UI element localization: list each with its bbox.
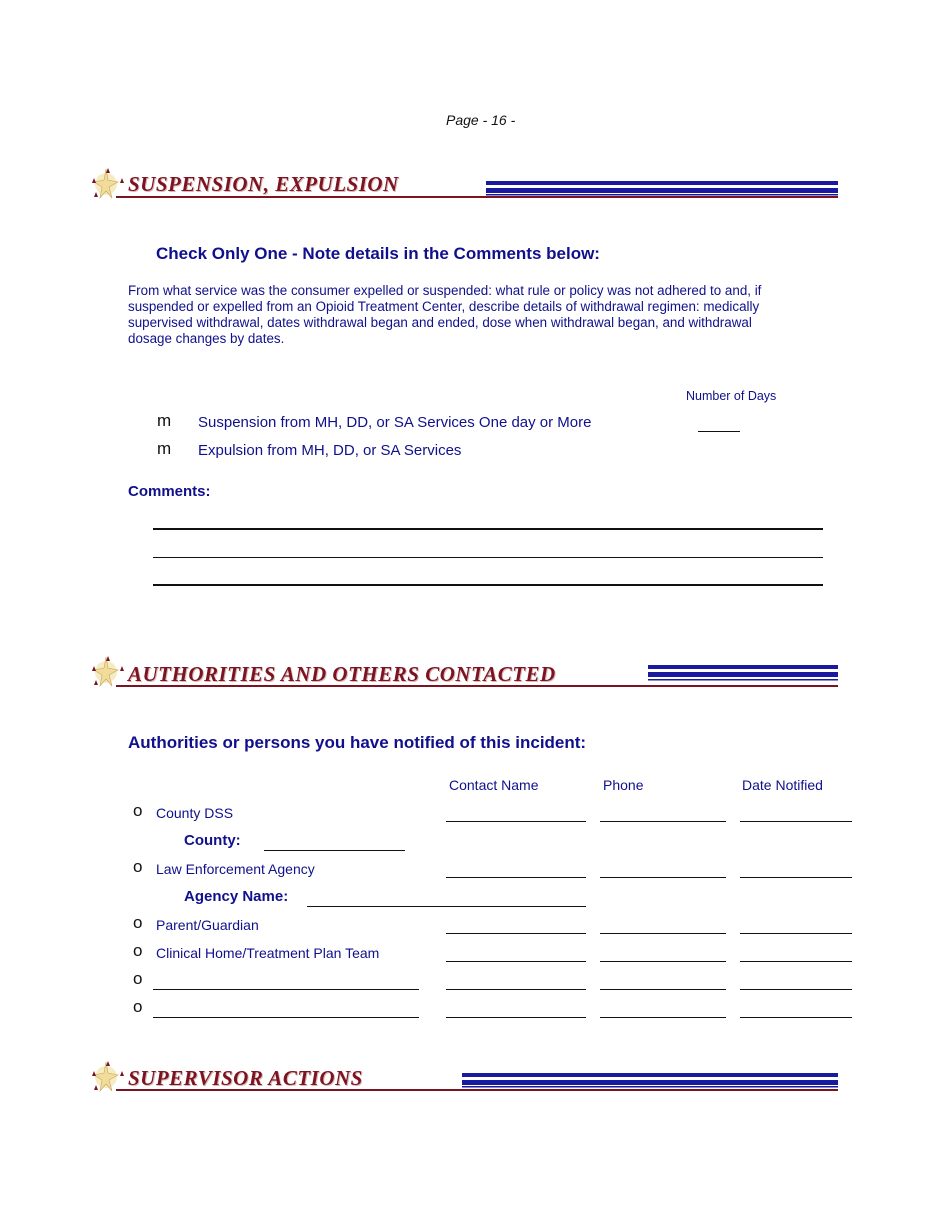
parent-guardian-checkbox[interactable]: o [133,913,143,932]
other-1-name-field[interactable] [153,989,419,990]
section-title-suspension: SUSPENSION, EXPULSION [128,172,399,196]
number-of-days-field[interactable] [698,431,740,432]
other-2-checkbox[interactable]: o [133,997,143,1016]
county-dss-contact-field[interactable] [446,821,586,822]
suspension-heading: Check Only One - Note details in the Comments below: [156,244,600,263]
section-title-authorities: AUTHORITIES AND OTHERS CONTACTED [128,662,556,686]
law-enforcement-phone-field[interactable] [600,877,726,878]
other-2-contact-field[interactable] [446,1017,586,1018]
section-title-supervisor: SUPERVISOR ACTIONS [128,1066,363,1090]
county-dss-checkbox[interactable]: o [133,801,143,820]
comments-line-1[interactable] [153,528,823,530]
clinical-home-contact-field[interactable] [446,961,586,962]
column-header-date-notified: Date Notified [742,777,823,793]
clinical-home-date-field[interactable] [740,961,852,962]
parent-guardian-date-field[interactable] [740,933,852,934]
expulsion-radio[interactable]: m [157,439,172,458]
other-1-phone-field[interactable] [600,989,726,990]
comments-line-3[interactable] [153,584,823,586]
clinical-home-phone-field[interactable] [600,961,726,962]
section-banner-suspension [88,168,838,204]
suspension-instructions: From what service was the consumer expelled or suspended: what rule or policy was not adhered to and, if suspended or expelled from an Opioid Treatment Center, describe details of withdrawal regimen: medically supervised withdrawal, dates withdrawal began and ended, dose when withdrawal began, and withdrawal dosage changes by dates. [128,283,762,346]
law-enforcement-date-field[interactable] [740,877,852,878]
other-1-checkbox[interactable]: o [133,969,143,988]
page-number: Page - 16 - [446,112,516,128]
comments-label: Comments: [128,483,211,500]
section-banner-authorities [88,656,838,692]
law-enforcement-checkbox[interactable]: o [133,857,143,876]
parent-guardian-phone-field[interactable] [600,933,726,934]
law-enforcement-contact-field[interactable] [446,877,586,878]
law-enforcement-label: Law Enforcement Agency [156,861,315,877]
comments-line-2[interactable] [153,557,823,558]
other-1-contact-field[interactable] [446,989,586,990]
agency-name-label: Agency Name: [184,888,289,905]
county-field[interactable] [264,850,405,851]
other-1-date-field[interactable] [740,989,852,990]
column-header-phone: Phone [603,777,644,793]
number-of-days-label: Number of Days [686,389,777,403]
county-label: County: [184,832,241,849]
suspension-radio[interactable]: m [157,411,172,430]
expulsion-option-label: Expulsion from MH, DD, or SA Services [198,442,462,459]
county-dss-phone-field[interactable] [600,821,726,822]
county-dss-label: County DSS [156,805,234,821]
suspension-option-label: Suspension from MH, DD, or SA Services One day or More [198,414,592,431]
clinical-home-label: Clinical Home/Treatment Plan Team [156,945,380,961]
section-banner-supervisor [88,1061,838,1097]
other-2-phone-field[interactable] [600,1017,726,1018]
agency-name-field[interactable] [307,906,586,907]
other-2-date-field[interactable] [740,1017,852,1018]
column-header-contact-name: Contact Name [449,777,539,793]
parent-guardian-contact-field[interactable] [446,933,586,934]
other-2-name-field[interactable] [153,1017,419,1018]
authorities-heading: Authorities or persons you have notified of this incident: [128,733,587,752]
clinical-home-checkbox[interactable]: o [133,941,143,960]
county-dss-date-field[interactable] [740,821,852,822]
parent-guardian-label: Parent/Guardian [156,917,259,933]
